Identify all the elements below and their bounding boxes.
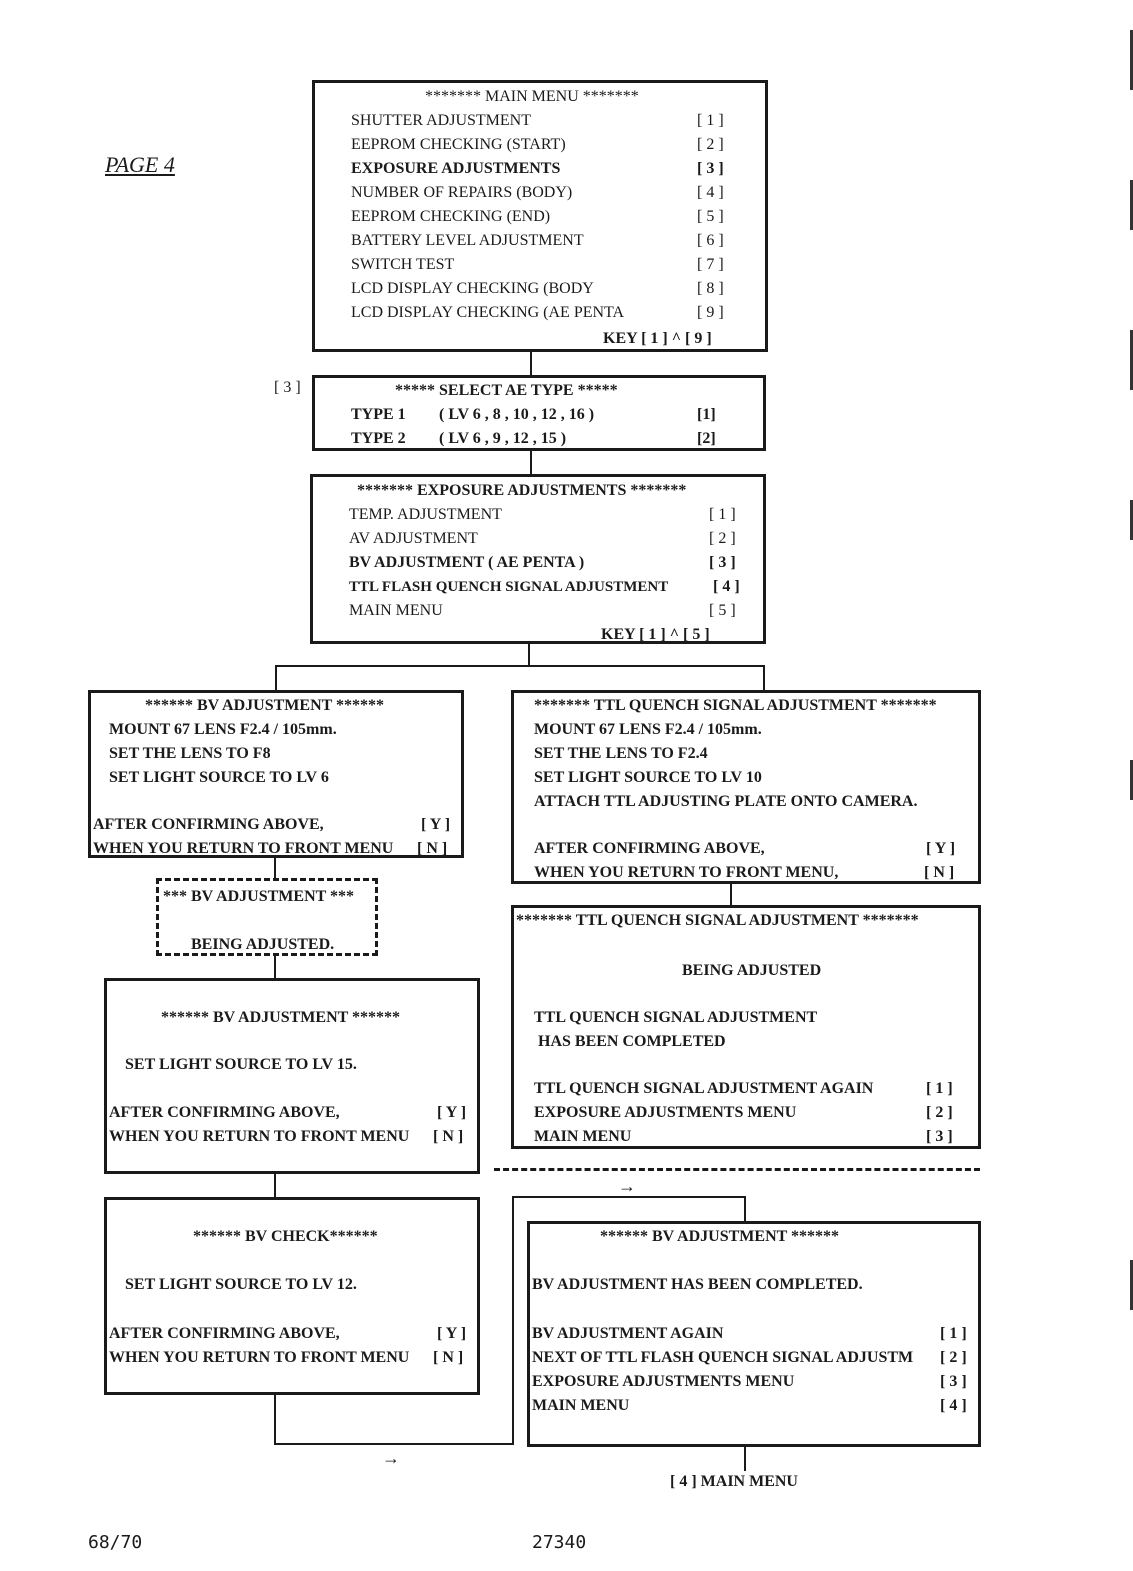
select-ae-box <box>312 375 766 451</box>
connector-line <box>763 665 765 691</box>
main-menu-item-label: EXPOSURE ADJUSTMENTS <box>351 160 561 177</box>
ttl-result-box <box>511 905 981 1149</box>
bv-check-box <box>104 1197 480 1395</box>
return-label: WHEN YOU RETURN TO FRONT MENU <box>109 1128 410 1145</box>
main-menu-item-label: SWITCH TEST <box>351 256 455 273</box>
bv-done-item-key: [ 3 ] <box>940 1373 967 1390</box>
bv-being-title: *** BV ADJUSTMENT *** <box>163 888 354 905</box>
bv-adjustment-box <box>88 690 464 858</box>
main-menu-item-key: [ 6 ] <box>697 232 724 249</box>
ae-type-value: ( LV 6 , 8 , 10 , 12 , 16 ) <box>439 406 595 423</box>
arrow-right-icon: → <box>618 1176 636 1196</box>
ttl-instruction: ATTACH TTL ADJUSTING PLATE ONTO CAMERA. <box>534 793 918 810</box>
bv-being-status: BEING ADJUSTED. <box>191 936 335 953</box>
ae-type-label: TYPE 1 <box>351 406 406 423</box>
main-menu-item-label: LCD DISPLAY CHECKING (AE PENTA <box>351 304 625 321</box>
main-menu-item-key: [ 2 ] <box>697 136 724 153</box>
main-menu-item-key: [ 4 ] <box>697 184 724 201</box>
exposure-item-label: MAIN MENU <box>349 602 443 619</box>
connector-line <box>744 1196 746 1222</box>
bv-instruction: SET LIGHT SOURCE TO LV 6 <box>109 769 329 786</box>
main-menu-box <box>312 80 768 352</box>
bv-check-title: ****** BV CHECK****** <box>193 1228 378 1245</box>
connector-line <box>274 858 276 880</box>
main-menu-item-key: [ 1 ] <box>697 112 724 129</box>
exposure-item-label: BV ADJUSTMENT ( AE PENTA ) <box>349 554 585 571</box>
ttl-quench-box <box>511 690 981 884</box>
ttl-result-item-key: [ 2 ] <box>926 1104 953 1121</box>
confirm-key: [ Y ] <box>421 816 451 833</box>
confirm-label: AFTER CONFIRMING ABOVE, <box>109 1104 340 1121</box>
exposure-item-label: TEMP. ADJUSTMENT <box>349 506 502 523</box>
ae-type-value: ( LV 6 , 9 , 12 , 15 ) <box>439 430 567 447</box>
confirm-label: AFTER CONFIRMING ABOVE, <box>109 1325 340 1342</box>
connector-line <box>530 352 532 376</box>
confirm-label: AFTER CONFIRMING ABOVE, <box>93 816 324 833</box>
ttl-result-item-label: MAIN MENU <box>534 1128 632 1145</box>
connector-line <box>744 1447 746 1471</box>
main-menu-link: [ 4 ] MAIN MENU <box>670 1473 798 1490</box>
connector-line <box>274 1174 276 1198</box>
main-menu-item-key: [ 8 ] <box>697 280 724 297</box>
main-menu-item-key: [ 7 ] <box>697 256 724 273</box>
confirm-key: [ Y ] <box>437 1104 467 1121</box>
exposure-item-key: [ 5 ] <box>709 602 736 619</box>
exposure-item-key: [ 4 ] <box>713 578 740 595</box>
connector-line <box>530 451 532 475</box>
ttl-quench-title: ******* TTL QUENCH SIGNAL ADJUSTMENT ******* <box>534 697 937 714</box>
ttl-instruction: SET THE LENS TO F2.4 <box>534 745 708 762</box>
connector-line <box>274 1395 276 1445</box>
connector-line <box>275 665 765 667</box>
bv-done-item-label: NEXT OF TTL FLASH QUENCH SIGNAL ADJUSTM <box>532 1349 914 1366</box>
connector-label: [ 3 ] <box>274 379 301 396</box>
main-menu-item-key: [ 3 ] <box>697 160 724 177</box>
footer-page-number: 68/70 <box>88 1532 143 1553</box>
exposure-menu-box <box>310 474 766 644</box>
exposure-item-key: [ 1 ] <box>709 506 736 523</box>
connector-line <box>528 644 530 666</box>
ttl-result-status: BEING ADJUSTED <box>682 962 822 979</box>
main-menu-item-key: [ 9 ] <box>697 304 724 321</box>
connector-line <box>512 1196 746 1198</box>
ae-type-key: [1] <box>697 406 716 423</box>
connector-line <box>512 1196 514 1445</box>
bv-done-item-key: [ 4 ] <box>940 1397 967 1414</box>
bv-done-item-label: EXPOSURE ADJUSTMENTS MENU <box>532 1373 795 1390</box>
return-key: [ N ] <box>433 1128 464 1145</box>
exposure-menu-title: ******* EXPOSURE ADJUSTMENTS ******* <box>357 482 687 499</box>
exposure-item-label: TTL FLASH QUENCH SIGNAL ADJUSTMENT <box>349 579 669 595</box>
bv-done-item-label: BV ADJUSTMENT AGAIN <box>532 1325 724 1342</box>
ttl-instruction: SET LIGHT SOURCE TO LV 10 <box>534 769 762 786</box>
bv-done-item-key: [ 1 ] <box>940 1325 967 1342</box>
bv-adjustment-lv15-box <box>104 978 480 1174</box>
ttl-instruction: MOUNT 67 LENS F2.4 / 105mm. <box>534 721 762 738</box>
ttl-done-line: TTL QUENCH SIGNAL ADJUSTMENT <box>534 1009 818 1026</box>
footer-document-number: 27340 <box>532 1532 587 1553</box>
bv-done-item-label: MAIN MENU <box>532 1397 630 1414</box>
bv-instruction: SET LIGHT SOURCE TO LV 15. <box>125 1056 357 1073</box>
connector-line <box>274 956 276 980</box>
main-menu-item-label: NUMBER OF REPAIRS (BODY) <box>351 184 573 201</box>
main-menu-item-label: EEPROM CHECKING (END) <box>351 208 551 225</box>
exposure-item-label: AV ADJUSTMENT <box>349 530 478 547</box>
return-key: [ N ] <box>417 840 448 857</box>
confirm-key: [ Y ] <box>437 1325 467 1342</box>
bv-completed-box <box>527 1221 981 1447</box>
dashed-separator <box>494 1168 980 1171</box>
bv-instruction: SET THE LENS TO F8 <box>109 745 271 762</box>
exposure-key-range: KEY [ 1 ] ^ [ 5 ] <box>601 626 710 643</box>
main-menu-item-label: EEPROM CHECKING (START) <box>351 136 566 153</box>
main-menu-key-range: KEY [ 1 ] ^ [ 9 ] <box>603 330 712 347</box>
return-label: WHEN YOU RETURN TO FRONT MENU <box>109 1349 410 1366</box>
ttl-result-title: ******* TTL QUENCH SIGNAL ADJUSTMENT ******* <box>516 912 919 929</box>
ttl-result-item-key: [ 1 ] <box>926 1080 953 1097</box>
select-ae-title: ***** SELECT AE TYPE ***** <box>395 382 618 399</box>
ttl-done-line: HAS BEEN COMPLETED <box>538 1033 726 1050</box>
bv-adjustment-title: ****** BV ADJUSTMENT ****** <box>145 697 384 714</box>
arrow-right-icon: → <box>382 1448 400 1468</box>
ttl-result-item-label: EXPOSURE ADJUSTMENTS MENU <box>534 1104 797 1121</box>
return-label: WHEN YOU RETURN TO FRONT MENU <box>93 840 394 857</box>
confirm-key: [ Y ] <box>926 840 956 857</box>
main-menu-item-label: LCD DISPLAY CHECKING (BODY <box>351 280 594 297</box>
bv-completed-message: BV ADJUSTMENT HAS BEEN COMPLETED. <box>532 1276 863 1293</box>
confirm-label: AFTER CONFIRMING ABOVE, <box>534 840 765 857</box>
bv-check-instruction: SET LIGHT SOURCE TO LV 12. <box>125 1276 357 1293</box>
connector-line <box>275 665 277 691</box>
connector-line <box>730 884 732 906</box>
bv-done-item-key: [ 2 ] <box>940 1349 967 1366</box>
connector-line <box>274 1443 514 1445</box>
return-key: [ N ] <box>433 1349 464 1366</box>
main-menu-item-label: BATTERY LEVEL ADJUSTMENT <box>351 232 584 249</box>
ttl-result-item-key: [ 3 ] <box>926 1128 953 1145</box>
bv-completed-title: ****** BV ADJUSTMENT ****** <box>600 1228 839 1245</box>
exposure-item-key: [ 2 ] <box>709 530 736 547</box>
bv-adjustment-title: ****** BV ADJUSTMENT ****** <box>161 1009 400 1026</box>
ae-type-key: [2] <box>697 430 716 447</box>
page-label: PAGE 4 <box>105 152 175 177</box>
bv-being-adjusted-box <box>156 878 378 956</box>
ttl-result-item-label: TTL QUENCH SIGNAL ADJUSTMENT AGAIN <box>534 1080 874 1097</box>
main-menu-item-key: [ 5 ] <box>697 208 724 225</box>
bv-instruction: MOUNT 67 LENS F2.4 / 105mm. <box>109 721 337 738</box>
return-key: [ N ] <box>924 864 955 881</box>
main-menu-title: ******* MAIN MENU ******* <box>425 88 639 105</box>
ae-type-label: TYPE 2 <box>351 430 406 447</box>
exposure-item-key: [ 3 ] <box>709 554 736 571</box>
return-label: WHEN YOU RETURN TO FRONT MENU, <box>534 864 839 881</box>
main-menu-item-label: SHUTTER ADJUSTMENT <box>351 112 532 129</box>
